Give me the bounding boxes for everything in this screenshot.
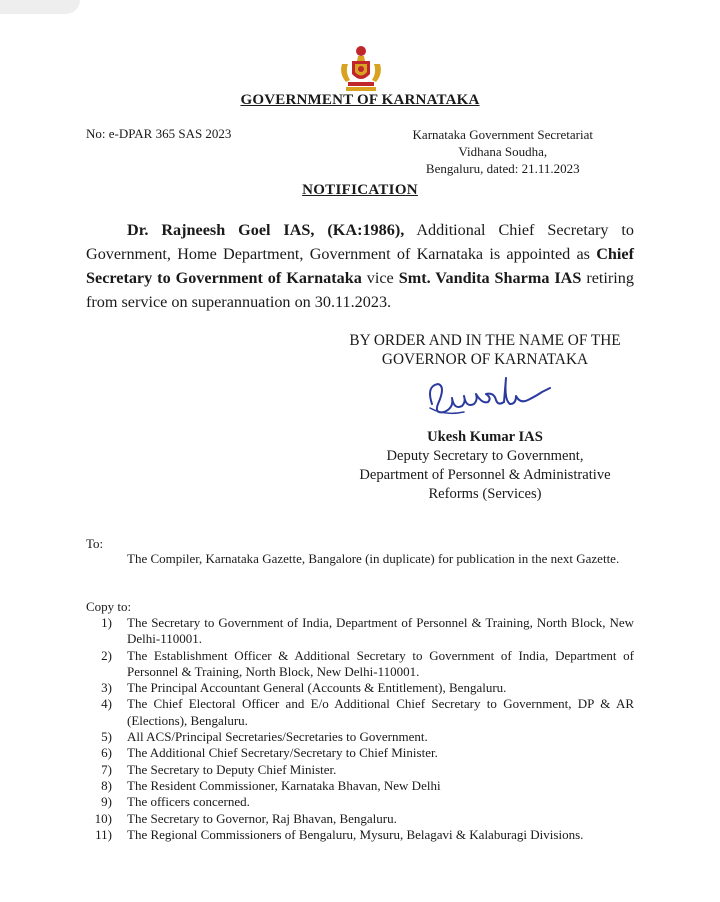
body-text: retiring from service on superannuation on 30.11.2023. <box>86 269 634 311</box>
appointed-post: Chief Secretary to Government of Karnataka <box>86 245 634 287</box>
list-item <box>86 827 634 843</box>
list-number: 1) <box>101 615 112 630</box>
body-text: Additional Chief Secretary to Government, Home Department, Government of Karnataka is appointed as <box>86 221 634 263</box>
list-text: The Secretary to Governor, Raj Bhavan, Bengaluru. <box>127 810 397 826</box>
to-label: To: <box>86 536 104 551</box>
list-number: 8) <box>101 777 112 793</box>
address-date: Bengaluru, dated: 21.11.2023 <box>425 161 580 176</box>
list-text: The Principal Accountant General (Accounts & Entitlement), Bengaluru. <box>127 680 507 696</box>
list-text: The officers concerned. <box>127 794 250 810</box>
list-text: The Chief Electoral Officer and E/o Additional Chief Secretary to Government, DP & AR (Elections), Bengaluru. <box>127 696 634 728</box>
address-line: Karnataka Government Secretariat <box>412 127 593 142</box>
list-number: 11) <box>95 826 112 842</box>
list-text: The Establishment Officer & Additional Secretary to Government of India, Department of Personnel & Training, North Block, New Delhi-110001. <box>127 647 634 679</box>
notification-body <box>86 218 634 314</box>
list-number: 2) <box>101 647 112 663</box>
list-item <box>86 696 634 729</box>
predecessor-name: Smt. Vandita Sharma IAS <box>398 269 582 287</box>
list-item <box>86 648 634 681</box>
list-number: 4) <box>101 696 112 712</box>
signatory-department: Reforms (Services) <box>428 486 542 502</box>
order-line: BY ORDER AND IN THE NAME OF THE <box>349 332 621 349</box>
list-number: 5) <box>101 729 112 745</box>
body-text: vice <box>361 269 399 287</box>
address-line: Vidhana Soudha, <box>458 144 548 159</box>
list-item <box>86 794 634 810</box>
list-item <box>86 615 634 648</box>
signature-icon <box>424 374 554 424</box>
copy-to-list <box>86 615 634 843</box>
government-heading: GOVERNMENT OF KARNATAKA <box>240 92 480 108</box>
list-item <box>86 762 634 778</box>
secretariat-address <box>413 126 593 177</box>
list-text: All ACS/Principal Secretaries/Secretaries to Government. <box>127 729 428 745</box>
signatory-department: Department of Personnel & Administrative <box>359 467 611 483</box>
karnataka-emblem-icon <box>336 44 386 94</box>
signatory-designation: Deputy Secretary to Government, <box>386 448 584 464</box>
list-item <box>86 729 634 745</box>
list-text: The Secretary to Deputy Chief Minister. <box>127 761 337 777</box>
signatory-name: Ukesh Kumar IAS <box>427 429 543 445</box>
list-number: 9) <box>101 794 112 810</box>
list-text: The Additional Chief Secretary/Secretary to Chief Minister. <box>127 745 438 761</box>
list-text: The Resident Commissioner, Karnataka Bhavan, New Delhi <box>127 777 441 793</box>
order-line: GOVERNOR OF KARNATAKA <box>381 351 589 368</box>
list-text: The Regional Commissioners of Bengaluru, Mysuru, Belagavi & Kalaburagi Divisions. <box>127 826 584 842</box>
order-number: No: e-DPAR 365 SAS 2023 <box>86 126 232 141</box>
notification-title: NOTIFICATION <box>302 182 418 198</box>
list-number: 3) <box>101 680 112 696</box>
list-item <box>86 778 634 794</box>
list-number: 10) <box>94 810 112 826</box>
list-item <box>86 680 634 696</box>
list-item <box>86 745 634 761</box>
list-number: 7) <box>101 761 112 777</box>
signatory-block <box>330 428 640 504</box>
order-statement <box>330 331 640 369</box>
to-recipient: The Compiler, Karnataka Gazette, Bangalore (in duplicate) for publication in the next Gazette. <box>127 551 620 566</box>
list-text: The Secretary to Government of India, Department of Personnel & Training, North Block, New Delhi-110001. <box>127 615 634 647</box>
copy-to-label: Copy to: <box>86 599 132 614</box>
list-item <box>86 811 634 827</box>
appointee-name: Dr. Rajneesh Goel IAS, (KA:1986), <box>127 221 405 239</box>
list-number: 6) <box>101 745 112 761</box>
page-corner <box>0 0 80 14</box>
